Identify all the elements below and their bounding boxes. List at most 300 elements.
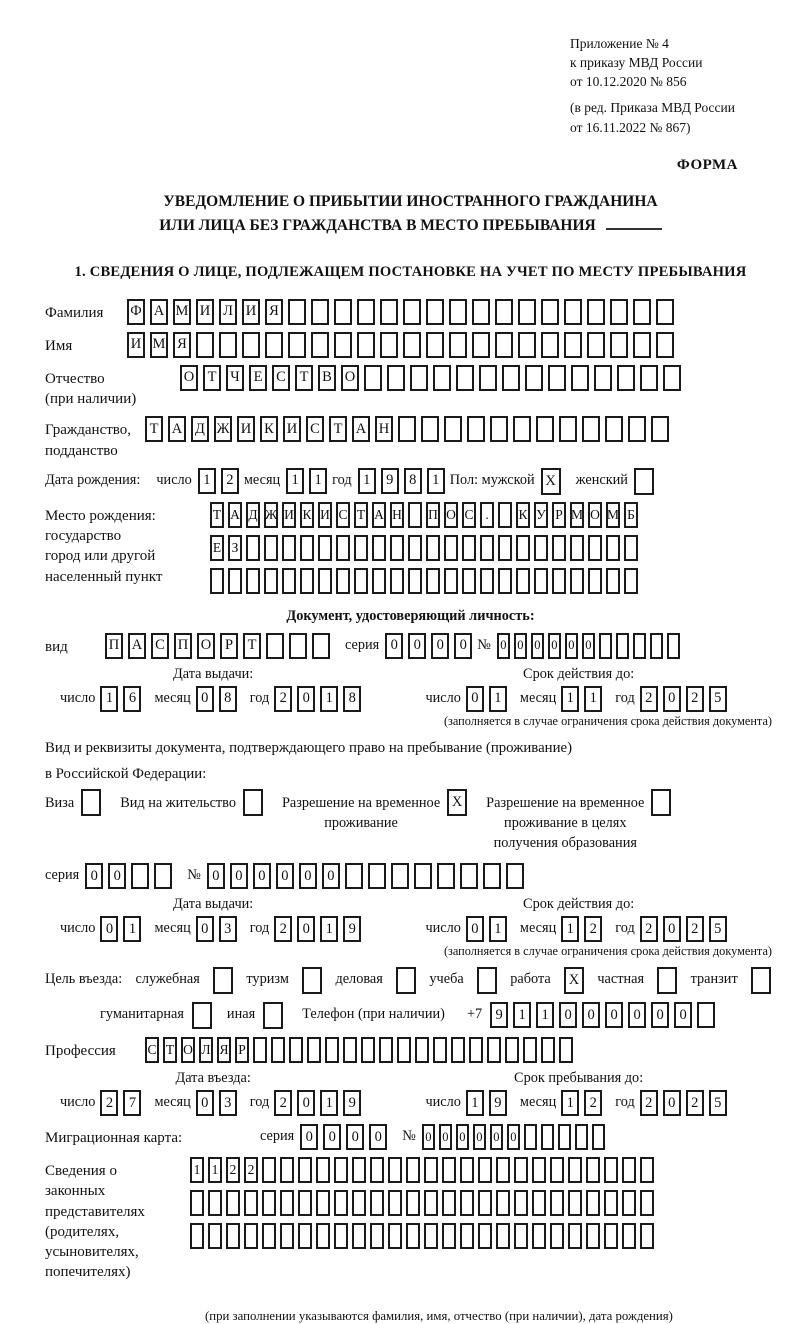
- char-cell[interactable]: [265, 332, 283, 358]
- char-cell[interactable]: [496, 1190, 510, 1216]
- char-cell[interactable]: [523, 1037, 537, 1063]
- char-cell[interactable]: И: [196, 299, 214, 325]
- char-cell[interactable]: [616, 633, 629, 659]
- char-cell[interactable]: 0: [408, 633, 426, 659]
- char-cell[interactable]: 2: [274, 916, 292, 942]
- char-cell[interactable]: [534, 568, 548, 594]
- char-cell[interactable]: [424, 1190, 438, 1216]
- char-cell[interactable]: [264, 535, 278, 561]
- char-cell[interactable]: 0: [300, 1124, 318, 1150]
- char-cell[interactable]: [190, 1223, 204, 1249]
- char-cell[interactable]: [449, 299, 467, 325]
- char-cell[interactable]: [610, 332, 628, 358]
- char-cell[interactable]: [421, 416, 439, 442]
- char-cell[interactable]: [271, 1037, 285, 1063]
- char-cell[interactable]: [334, 1223, 348, 1249]
- char-cell[interactable]: С: [336, 502, 350, 528]
- char-cell[interactable]: 0: [196, 1090, 214, 1116]
- char-cell[interactable]: [617, 365, 635, 391]
- char-cell[interactable]: [502, 365, 520, 391]
- char-cell[interactable]: 8: [343, 686, 361, 712]
- char-cell[interactable]: [408, 535, 422, 561]
- char-cell[interactable]: [390, 535, 404, 561]
- char-cell[interactable]: [490, 416, 508, 442]
- char-cell[interactable]: Л: [219, 299, 237, 325]
- char-cell[interactable]: [316, 1223, 330, 1249]
- char-cell[interactable]: [370, 1190, 384, 1216]
- char-cell[interactable]: 0: [346, 1124, 364, 1150]
- char-cell[interactable]: [213, 967, 233, 994]
- char-cell[interactable]: [246, 535, 260, 561]
- char-cell[interactable]: [570, 568, 584, 594]
- char-cell[interactable]: Ж: [214, 416, 232, 442]
- char-cell[interactable]: [532, 1190, 546, 1216]
- char-cell[interactable]: [390, 568, 404, 594]
- char-cell[interactable]: 2: [100, 1090, 118, 1116]
- char-cell[interactable]: [311, 299, 329, 325]
- char-cell[interactable]: [154, 863, 172, 889]
- char-cell[interactable]: 0: [299, 863, 317, 889]
- char-cell[interactable]: [514, 1223, 528, 1249]
- char-cell[interactable]: 9: [489, 1090, 507, 1116]
- char-cell[interactable]: [588, 568, 602, 594]
- char-cell[interactable]: [498, 568, 512, 594]
- char-cell[interactable]: 1: [320, 686, 338, 712]
- char-cell[interactable]: 0: [323, 1124, 341, 1150]
- char-cell[interactable]: [479, 365, 497, 391]
- char-cell[interactable]: Т: [145, 416, 163, 442]
- char-cell[interactable]: [391, 863, 409, 889]
- char-cell[interactable]: [243, 789, 263, 816]
- char-cell[interactable]: Т: [329, 416, 347, 442]
- char-cell[interactable]: [751, 967, 771, 994]
- char-cell[interactable]: 2: [686, 686, 704, 712]
- char-cell[interactable]: .: [480, 502, 494, 528]
- char-cell[interactable]: [415, 1037, 429, 1063]
- char-cell[interactable]: И: [283, 416, 301, 442]
- char-cell[interactable]: [541, 332, 559, 358]
- char-cell[interactable]: [388, 1190, 402, 1216]
- char-cell[interactable]: [357, 299, 375, 325]
- char-cell[interactable]: [343, 1037, 357, 1063]
- char-cell[interactable]: [228, 568, 242, 594]
- char-cell[interactable]: 0: [663, 916, 681, 942]
- char-cell[interactable]: [657, 967, 677, 994]
- char-cell[interactable]: X: [541, 468, 561, 495]
- char-cell[interactable]: 1: [123, 916, 141, 942]
- char-cell[interactable]: 3: [219, 1090, 237, 1116]
- char-cell[interactable]: [516, 535, 530, 561]
- char-cell[interactable]: [506, 863, 524, 889]
- char-cell[interactable]: 0: [531, 633, 544, 659]
- char-cell[interactable]: Б: [624, 502, 638, 528]
- char-cell[interactable]: [472, 299, 490, 325]
- char-cell[interactable]: 3: [219, 916, 237, 942]
- char-cell[interactable]: [460, 1157, 474, 1183]
- char-cell[interactable]: [587, 299, 605, 325]
- char-cell[interactable]: 0: [276, 863, 294, 889]
- char-cell[interactable]: [586, 1190, 600, 1216]
- char-cell[interactable]: [697, 1002, 715, 1028]
- char-cell[interactable]: [131, 863, 149, 889]
- char-cell[interactable]: 0: [196, 686, 214, 712]
- char-cell[interactable]: [650, 633, 663, 659]
- char-cell[interactable]: 2: [640, 686, 658, 712]
- char-cell[interactable]: 0: [322, 863, 340, 889]
- char-cell[interactable]: А: [228, 502, 242, 528]
- char-cell[interactable]: [633, 633, 646, 659]
- char-cell[interactable]: [307, 1037, 321, 1063]
- char-cell[interactable]: [472, 332, 490, 358]
- char-cell[interactable]: [587, 332, 605, 358]
- char-cell[interactable]: 0: [230, 863, 248, 889]
- char-cell[interactable]: [352, 1157, 366, 1183]
- char-cell[interactable]: [244, 1190, 258, 1216]
- char-cell[interactable]: [263, 1002, 283, 1029]
- char-cell[interactable]: [444, 568, 458, 594]
- char-cell[interactable]: С: [272, 365, 290, 391]
- char-cell[interactable]: 0: [628, 1002, 646, 1028]
- char-cell[interactable]: Н: [375, 416, 393, 442]
- char-cell[interactable]: [606, 535, 620, 561]
- char-cell[interactable]: [246, 568, 260, 594]
- char-cell[interactable]: [289, 1037, 303, 1063]
- char-cell[interactable]: 0: [108, 863, 126, 889]
- char-cell[interactable]: О: [180, 365, 198, 391]
- char-cell[interactable]: [460, 1190, 474, 1216]
- char-cell[interactable]: 1: [561, 686, 579, 712]
- char-cell[interactable]: [478, 1190, 492, 1216]
- char-cell[interactable]: [300, 568, 314, 594]
- char-cell[interactable]: 2: [221, 468, 239, 494]
- char-cell[interactable]: [534, 535, 548, 561]
- char-cell[interactable]: [208, 1190, 222, 1216]
- char-cell[interactable]: 2: [640, 916, 658, 942]
- char-cell[interactable]: [242, 332, 260, 358]
- char-cell[interactable]: [462, 568, 476, 594]
- char-cell[interactable]: 0: [548, 633, 561, 659]
- char-cell[interactable]: [564, 299, 582, 325]
- char-cell[interactable]: [640, 1223, 654, 1249]
- char-cell[interactable]: [426, 535, 440, 561]
- char-cell[interactable]: [541, 1037, 555, 1063]
- char-cell[interactable]: [605, 416, 623, 442]
- char-cell[interactable]: [610, 299, 628, 325]
- char-cell[interactable]: [571, 365, 589, 391]
- char-cell[interactable]: 0: [385, 633, 403, 659]
- char-cell[interactable]: [541, 299, 559, 325]
- char-cell[interactable]: 0: [466, 686, 484, 712]
- char-cell[interactable]: [640, 1190, 654, 1216]
- char-cell[interactable]: [505, 1037, 519, 1063]
- char-cell[interactable]: [345, 863, 363, 889]
- char-cell[interactable]: [628, 416, 646, 442]
- char-cell[interactable]: А: [372, 502, 386, 528]
- char-cell[interactable]: [408, 568, 422, 594]
- char-cell[interactable]: [480, 568, 494, 594]
- char-cell[interactable]: [334, 299, 352, 325]
- char-cell[interactable]: [388, 1223, 402, 1249]
- char-cell[interactable]: [640, 365, 658, 391]
- char-cell[interactable]: [633, 332, 651, 358]
- char-cell[interactable]: [302, 967, 322, 994]
- char-cell[interactable]: 8: [219, 686, 237, 712]
- char-cell[interactable]: [219, 332, 237, 358]
- char-cell[interactable]: 2: [274, 1090, 292, 1116]
- char-cell[interactable]: О: [197, 633, 215, 659]
- char-cell[interactable]: [651, 416, 669, 442]
- char-cell[interactable]: [370, 1157, 384, 1183]
- char-cell[interactable]: Е: [210, 535, 224, 561]
- char-cell[interactable]: [318, 568, 332, 594]
- char-cell[interactable]: М: [150, 332, 168, 358]
- char-cell[interactable]: 0: [196, 916, 214, 942]
- char-cell[interactable]: 1: [466, 1090, 484, 1116]
- char-cell[interactable]: [316, 1157, 330, 1183]
- char-cell[interactable]: [368, 863, 386, 889]
- char-cell[interactable]: [516, 568, 530, 594]
- char-cell[interactable]: [226, 1223, 240, 1249]
- char-cell[interactable]: [442, 1157, 456, 1183]
- char-cell[interactable]: [514, 1190, 528, 1216]
- char-cell[interactable]: [532, 1157, 546, 1183]
- char-cell[interactable]: 1: [427, 468, 445, 494]
- char-cell[interactable]: [442, 1190, 456, 1216]
- char-cell[interactable]: 0: [431, 633, 449, 659]
- char-cell[interactable]: 7: [123, 1090, 141, 1116]
- char-cell[interactable]: 1: [489, 686, 507, 712]
- char-cell[interactable]: 0: [663, 686, 681, 712]
- char-cell[interactable]: X: [564, 967, 584, 994]
- char-cell[interactable]: Т: [243, 633, 261, 659]
- char-cell[interactable]: [444, 535, 458, 561]
- char-cell[interactable]: [406, 1190, 420, 1216]
- char-cell[interactable]: 0: [582, 633, 595, 659]
- char-cell[interactable]: [380, 299, 398, 325]
- char-cell[interactable]: Р: [235, 1037, 249, 1063]
- char-cell[interactable]: 2: [686, 916, 704, 942]
- char-cell[interactable]: А: [168, 416, 186, 442]
- char-cell[interactable]: 0: [514, 633, 527, 659]
- char-cell[interactable]: П: [426, 502, 440, 528]
- char-cell[interactable]: И: [242, 299, 260, 325]
- char-cell[interactable]: З: [228, 535, 242, 561]
- char-cell[interactable]: О: [444, 502, 458, 528]
- char-cell[interactable]: [594, 365, 612, 391]
- char-cell[interactable]: 5: [709, 1090, 727, 1116]
- char-cell[interactable]: [442, 1223, 456, 1249]
- char-cell[interactable]: [541, 1124, 554, 1150]
- char-cell[interactable]: 1: [513, 1002, 531, 1028]
- char-cell[interactable]: [478, 1157, 492, 1183]
- char-cell[interactable]: [586, 1223, 600, 1249]
- char-cell[interactable]: [524, 1124, 537, 1150]
- char-cell[interactable]: [406, 1223, 420, 1249]
- char-cell[interactable]: 0: [253, 863, 271, 889]
- char-cell[interactable]: [575, 1124, 588, 1150]
- char-cell[interactable]: 0: [297, 916, 315, 942]
- char-cell[interactable]: 0: [439, 1124, 452, 1150]
- char-cell[interactable]: Я: [173, 332, 191, 358]
- char-cell[interactable]: [253, 1037, 267, 1063]
- char-cell[interactable]: [334, 1190, 348, 1216]
- char-cell[interactable]: П: [105, 633, 123, 659]
- char-cell[interactable]: [262, 1223, 276, 1249]
- char-cell[interactable]: 1: [320, 1090, 338, 1116]
- char-cell[interactable]: [380, 332, 398, 358]
- char-cell[interactable]: [622, 1223, 636, 1249]
- char-cell[interactable]: [280, 1157, 294, 1183]
- char-cell[interactable]: [622, 1157, 636, 1183]
- char-cell[interactable]: 0: [466, 916, 484, 942]
- char-cell[interactable]: [81, 789, 101, 816]
- char-cell[interactable]: И: [282, 502, 296, 528]
- char-cell[interactable]: [622, 1190, 636, 1216]
- char-cell[interactable]: [532, 1223, 546, 1249]
- char-cell[interactable]: О: [588, 502, 602, 528]
- char-cell[interactable]: 0: [559, 1002, 577, 1028]
- char-cell[interactable]: [460, 1223, 474, 1249]
- char-cell[interactable]: [483, 863, 501, 889]
- char-cell[interactable]: Я: [265, 299, 283, 325]
- char-cell[interactable]: 0: [507, 1124, 520, 1150]
- char-cell[interactable]: [564, 332, 582, 358]
- char-cell[interactable]: [298, 1190, 312, 1216]
- char-cell[interactable]: [379, 1037, 393, 1063]
- char-cell[interactable]: 0: [473, 1124, 486, 1150]
- char-cell[interactable]: [336, 568, 350, 594]
- char-cell[interactable]: [604, 1223, 618, 1249]
- char-cell[interactable]: [298, 1157, 312, 1183]
- char-cell[interactable]: Ж: [264, 502, 278, 528]
- char-cell[interactable]: [316, 1190, 330, 1216]
- char-cell[interactable]: [518, 332, 536, 358]
- char-cell[interactable]: [398, 416, 416, 442]
- char-cell[interactable]: [663, 365, 681, 391]
- char-cell[interactable]: 0: [456, 1124, 469, 1150]
- char-cell[interactable]: 1: [536, 1002, 554, 1028]
- char-cell[interactable]: У: [534, 502, 548, 528]
- char-cell[interactable]: 1: [286, 468, 304, 494]
- char-cell[interactable]: [496, 1157, 510, 1183]
- char-cell[interactable]: [456, 365, 474, 391]
- char-cell[interactable]: 8: [404, 468, 422, 494]
- char-cell[interactable]: [318, 535, 332, 561]
- char-cell[interactable]: 0: [497, 633, 510, 659]
- char-cell[interactable]: [312, 633, 330, 659]
- char-cell[interactable]: [196, 332, 214, 358]
- char-cell[interactable]: Я: [217, 1037, 231, 1063]
- char-cell[interactable]: [372, 535, 386, 561]
- char-cell[interactable]: [586, 1157, 600, 1183]
- char-cell[interactable]: [396, 967, 416, 994]
- char-cell[interactable]: [449, 332, 467, 358]
- char-cell[interactable]: [582, 416, 600, 442]
- char-cell[interactable]: [210, 568, 224, 594]
- char-cell[interactable]: [606, 568, 620, 594]
- char-cell[interactable]: [426, 332, 444, 358]
- char-cell[interactable]: [387, 365, 405, 391]
- char-cell[interactable]: 0: [454, 633, 472, 659]
- char-cell[interactable]: [288, 299, 306, 325]
- char-cell[interactable]: Р: [220, 633, 238, 659]
- char-cell[interactable]: [559, 1037, 573, 1063]
- char-cell[interactable]: [280, 1223, 294, 1249]
- char-cell[interactable]: [280, 1190, 294, 1216]
- char-cell[interactable]: 0: [297, 686, 315, 712]
- char-cell[interactable]: Т: [210, 502, 224, 528]
- char-cell[interactable]: [568, 1157, 582, 1183]
- char-cell[interactable]: П: [174, 633, 192, 659]
- char-cell[interactable]: А: [352, 416, 370, 442]
- char-cell[interactable]: 1: [208, 1157, 222, 1183]
- char-cell[interactable]: [414, 863, 432, 889]
- char-cell[interactable]: [300, 535, 314, 561]
- char-cell[interactable]: [550, 1223, 564, 1249]
- char-cell[interactable]: [192, 1002, 212, 1029]
- char-cell[interactable]: А: [128, 633, 146, 659]
- char-cell[interactable]: [403, 332, 421, 358]
- char-cell[interactable]: К: [300, 502, 314, 528]
- char-cell[interactable]: [336, 535, 350, 561]
- char-cell[interactable]: И: [318, 502, 332, 528]
- char-cell[interactable]: 9: [381, 468, 399, 494]
- char-cell[interactable]: [498, 502, 512, 528]
- char-cell[interactable]: 1: [309, 468, 327, 494]
- char-cell[interactable]: [469, 1037, 483, 1063]
- char-cell[interactable]: 1: [320, 916, 338, 942]
- char-cell[interactable]: [262, 1190, 276, 1216]
- char-cell[interactable]: [408, 502, 422, 528]
- char-cell[interactable]: Т: [163, 1037, 177, 1063]
- char-cell[interactable]: А: [150, 299, 168, 325]
- char-cell[interactable]: 0: [369, 1124, 387, 1150]
- char-cell[interactable]: [364, 365, 382, 391]
- char-cell[interactable]: Т: [295, 365, 313, 391]
- char-cell[interactable]: [558, 1124, 571, 1150]
- char-cell[interactable]: Д: [191, 416, 209, 442]
- char-cell[interactable]: [640, 1157, 654, 1183]
- char-cell[interactable]: О: [341, 365, 359, 391]
- char-cell[interactable]: В: [318, 365, 336, 391]
- char-cell[interactable]: [604, 1157, 618, 1183]
- char-cell[interactable]: М: [606, 502, 620, 528]
- char-cell[interactable]: [451, 1037, 465, 1063]
- char-cell[interactable]: [550, 1190, 564, 1216]
- char-cell[interactable]: [282, 568, 296, 594]
- char-cell[interactable]: [487, 1037, 501, 1063]
- char-cell[interactable]: 0: [422, 1124, 435, 1150]
- char-cell[interactable]: [352, 1190, 366, 1216]
- char-cell[interactable]: [634, 468, 654, 495]
- char-cell[interactable]: 0: [100, 916, 118, 942]
- char-cell[interactable]: [406, 1157, 420, 1183]
- char-cell[interactable]: [372, 568, 386, 594]
- char-cell[interactable]: Ч: [226, 365, 244, 391]
- char-cell[interactable]: [536, 416, 554, 442]
- char-cell[interactable]: 2: [226, 1157, 240, 1183]
- char-cell[interactable]: 1: [584, 686, 602, 712]
- char-cell[interactable]: X: [447, 789, 467, 816]
- char-cell[interactable]: [550, 1157, 564, 1183]
- char-cell[interactable]: [548, 365, 566, 391]
- char-cell[interactable]: [514, 1157, 528, 1183]
- char-cell[interactable]: Е: [249, 365, 267, 391]
- char-cell[interactable]: [444, 416, 462, 442]
- char-cell[interactable]: [282, 535, 296, 561]
- char-cell[interactable]: [226, 1190, 240, 1216]
- char-cell[interactable]: [478, 1223, 492, 1249]
